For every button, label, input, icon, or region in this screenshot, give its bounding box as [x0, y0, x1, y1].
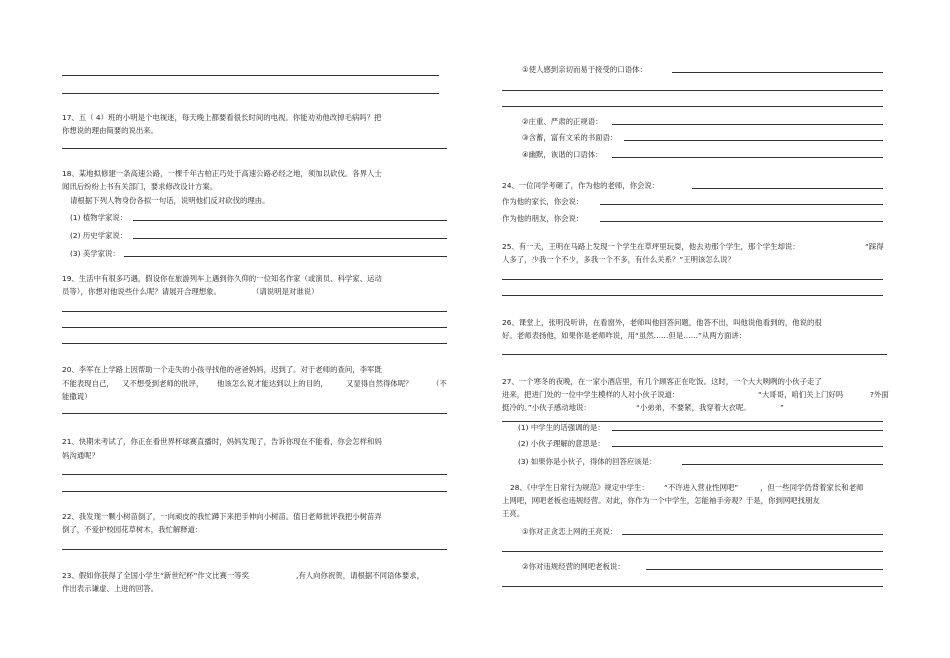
q27-text: “大哥哥，咱们关上门好吗 [758, 390, 844, 399]
answer-line[interactable] [62, 148, 447, 149]
q27-option: (2) 小伙子理解的意思是： [518, 439, 605, 448]
q21-text: 妈沟通呢？ [62, 451, 99, 460]
q27-option: (3) 如果你是小伙子，得体的回答应该是： [518, 457, 657, 466]
answer-line[interactable] [502, 106, 883, 107]
q23-text: 23、假如你获得了全国小学生“新世纪杯”作文比赛一等奖 [62, 571, 250, 580]
answer-line[interactable] [502, 421, 883, 422]
q25-text: “踩得 [865, 242, 884, 251]
q18-option: (1) 植物学家说： [70, 213, 128, 222]
answer-line[interactable] [612, 446, 883, 447]
answer-line[interactable] [612, 157, 883, 158]
q20-text: 又不想受到老师的批评， [122, 379, 204, 388]
answer-line[interactable] [646, 569, 883, 570]
answer-line[interactable] [612, 124, 883, 125]
q17-text: 17、五（ 4）班的小明是个电视迷，每天晚上都要看很长时间的电视。你能劝劝他改掉毛病吗？把 [62, 113, 382, 122]
q24-text: 作为他的朋友，你会说： [502, 214, 584, 223]
answer-line[interactable] [502, 586, 883, 587]
q27-text: “小弟弟，不要紧，我穿着大衣呢。 [636, 403, 751, 412]
q20-text: 他该怎么说才能达到以上的目的， [217, 379, 328, 388]
q19-text: 员等），你想对他说些什么呢？请展开合理想象。 [62, 287, 221, 296]
q22-text: 倒了，不爱护校园花草树木，我忙解释道： [62, 525, 203, 534]
q28-text: 上网吧，网吧老板也违规经营。对此，你作为一个中学生，怎能袖手旁观？于是，你到网吧找朋友 [502, 496, 820, 505]
answer-line[interactable] [133, 220, 447, 221]
q25-text: 25、有一天，王明在马路上发现一个学生在草坪里玩耍，他去劝那个学生，那个学生却说： [502, 242, 800, 251]
answer-line [62, 75, 439, 76]
answer-line[interactable] [502, 279, 883, 280]
q20-text: 能撒谎） [62, 392, 92, 401]
answer-line[interactable] [502, 295, 883, 296]
q27-option: (1) 中学生的话强调的是： [518, 423, 605, 432]
q28-text: “不许进入营业性网吧” [664, 483, 739, 492]
q27-text: 进来，把进门处的一位中学生模样的人对小伙子说道： [502, 390, 680, 399]
q18-option: (2) 历史学家说： [70, 231, 128, 240]
q28-option: ②你对违规经营的网吧老板说： [522, 562, 625, 571]
answer-line[interactable] [62, 549, 447, 550]
q20-text: （不 [432, 379, 447, 388]
answer-line[interactable] [502, 354, 887, 355]
q23-text: ,有人向你祝贺，请根据不同语体要求， [296, 571, 424, 580]
q17-text: 你想说的理由简要的说出来。 [62, 126, 159, 135]
answer-line[interactable] [502, 90, 883, 91]
q27-text: 挺冷的。”小伙子感动地说： [502, 403, 591, 412]
q28-text: ，但一些同学仍背着家长和老师 [760, 483, 864, 492]
answer-line[interactable] [62, 343, 447, 344]
answer-line [62, 93, 439, 94]
q20-text: 不能表现自己， [62, 379, 114, 388]
q18-text: 闻讯后纷纷上书有关部门，要求修改设计方案。 [62, 182, 218, 191]
q28-option: ①你对正贪恋上网的王亮说： [522, 527, 618, 536]
q28-text: 王亮。 [502, 509, 525, 518]
q18-text: 18、某地拟修建一条高速公路，一棵千年古柏正巧处于高速公路必经之地，须加以砍伐。各界人士 [62, 169, 382, 178]
q18-text: 请根据下列人物身份各拟一句话，说明他们反对砍伐的理由。 [70, 196, 270, 205]
q25-text: 人多了，少我一个不少，多我一个不多，有什么关系？”王明该怎么说？ [502, 255, 735, 264]
answer-line[interactable] [600, 204, 883, 205]
q20-text: 又显得自然得体呢？ [346, 379, 413, 388]
q19-text: 19、生活中有很多巧遇，假设你在旅游列车上遇到你久仰的一位知名作家（或演员、科学家、运动 [62, 274, 382, 283]
answer-line[interactable] [62, 413, 447, 414]
answer-line[interactable] [600, 221, 883, 222]
answer-line[interactable] [62, 311, 447, 312]
answer-line[interactable] [502, 551, 883, 552]
q26-text: 好。老师表扬他，如果你是老师咋说，用“虽然……但是……”从两方面讲： [502, 331, 747, 340]
answer-line[interactable] [124, 256, 447, 257]
answer-line[interactable] [692, 188, 883, 189]
q19-note: （请说明是对谁说） [252, 287, 319, 296]
answer-line[interactable] [622, 534, 883, 535]
answer-line[interactable] [62, 491, 447, 492]
q24-text: 24、一位同学考砸了，作为他的老师，你会说： [502, 181, 660, 190]
q18-option: (3) 美学家说： [70, 249, 120, 258]
q23-option: ③含蓄，富有文采的书面语： [522, 133, 618, 142]
q27-text: ” [780, 403, 784, 412]
answer-line[interactable] [624, 140, 883, 141]
q23-option: ②庄重、严肃的正规语： [522, 117, 603, 126]
answer-line[interactable] [612, 430, 883, 431]
q23-option: ④幽默，诙谐的口语体： [522, 150, 603, 159]
q21-text: 21、快期末考试了，你正在看世界杯球赛直播时，妈妈发现了，告诉你现在不能看，你会怎样和妈 [62, 437, 382, 446]
answer-line[interactable] [682, 464, 883, 465]
answer-line[interactable] [62, 474, 447, 475]
q23-option: ①使人感到亲切而易于接受的口语体： [522, 65, 647, 74]
q27-text: 27、一个寒冬的夜晚，在一家小酒店里，有几个顾客正在吃饭。这时，一个大大咧咧的小伙子走了 [502, 377, 822, 386]
q27-text: ?外面 [870, 390, 889, 399]
q23-text: 作出表示谦虚、上进的回答。 [62, 584, 159, 593]
q24-text: 作为他的家长，你会说： [502, 197, 584, 206]
answer-line[interactable] [672, 72, 883, 73]
answer-line[interactable] [62, 327, 447, 328]
answer-line[interactable] [133, 238, 447, 239]
q28-text: 28、《中学生日常行为规范》规定中学生： [510, 483, 649, 492]
q20-text: 20、李军在上学路上因帮助一个走失的小孩寻找他的爸爸妈妈，迟到了。对于老师的查问，李军既 [62, 365, 382, 374]
q22-text: 22、我发现一颗小树苗倒了，一向顽皮的我忙蹲下来把手伸向小树苗。值日老师批评我把小树苗弄 [62, 512, 382, 521]
q26-text: 26、课堂上，张明没听讲，在看窗外，老师叫他回答问题，他答不出，叫他说他看到的，他说的很 [502, 318, 822, 327]
